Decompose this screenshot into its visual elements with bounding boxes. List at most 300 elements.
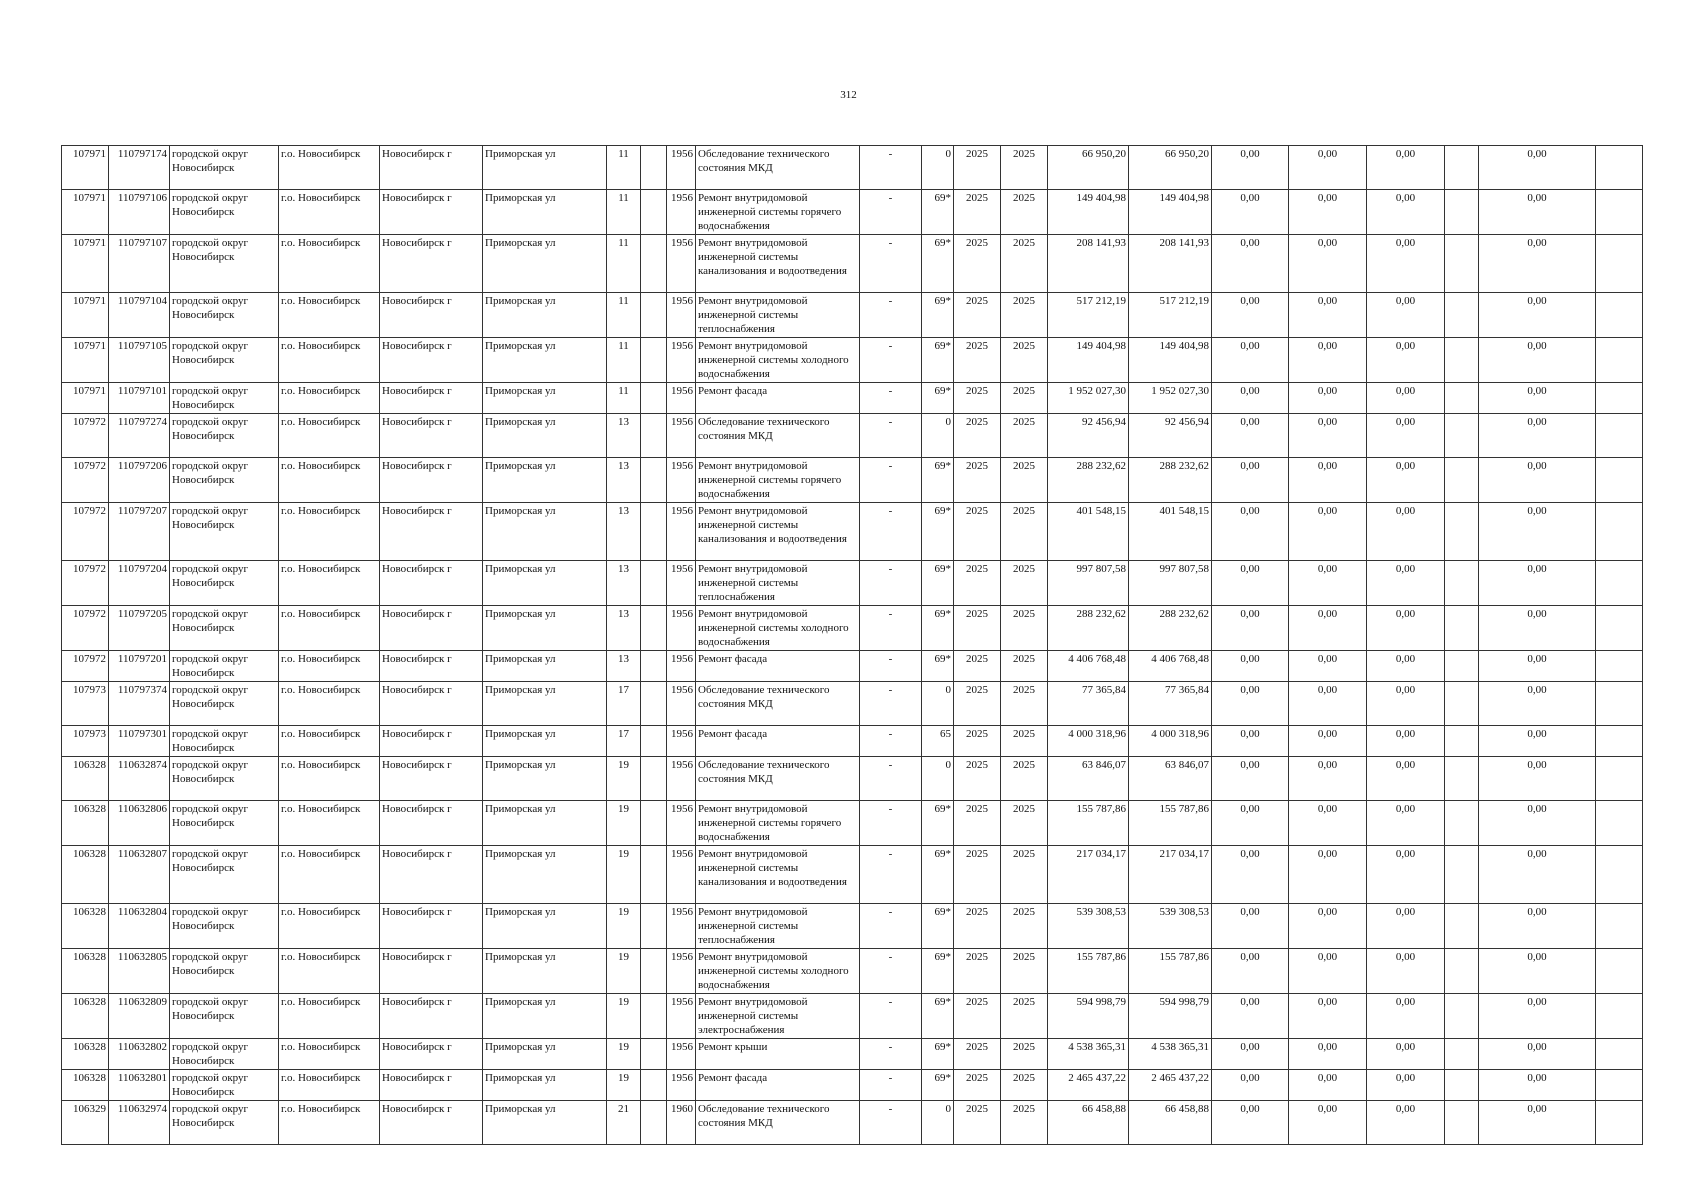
cell-work: Обследование технического состояния МКД (696, 682, 860, 726)
cell-v6 (1596, 682, 1643, 726)
cell-year: 1956 (667, 1039, 696, 1070)
cell-end: 2025 (1001, 293, 1048, 338)
cell-fund: 517 212,19 (1129, 293, 1212, 338)
cell-fund: 288 232,62 (1129, 606, 1212, 651)
cell-v3: 0,00 (1367, 994, 1445, 1039)
cell-id: 107971 (62, 383, 109, 414)
table-row (62, 235, 1643, 293)
cell-dash: - (860, 146, 922, 190)
cell-v1: 0,00 (1212, 994, 1289, 1039)
cell-street: Приморская ул (483, 458, 607, 503)
cell-start: 2025 (954, 994, 1001, 1039)
cell-start: 2025 (954, 190, 1001, 235)
cell-work: Ремонт внутридомовой инженерной системы горячего водоснабжения (696, 801, 860, 846)
cell-wear: 0 (922, 146, 954, 190)
cell-house: 13 (607, 651, 641, 682)
cell-id: 107972 (62, 503, 109, 561)
cell-code: 110632974 (109, 1101, 170, 1145)
cell-house: 17 (607, 726, 641, 757)
cell-v5: 0,00 (1479, 190, 1596, 235)
cell-municipality: городской округ Новосибирск (170, 904, 279, 949)
cell-v5: 0,00 (1479, 651, 1596, 682)
cell-v2: 0,00 (1289, 458, 1367, 503)
cell-extra (641, 338, 667, 383)
cell-v6 (1596, 846, 1643, 904)
cell-code: 110797301 (109, 726, 170, 757)
cell-v2: 0,00 (1289, 757, 1367, 801)
cell-start: 2025 (954, 503, 1001, 561)
cell-extra (641, 846, 667, 904)
cell-v1: 0,00 (1212, 561, 1289, 606)
cell-id: 106328 (62, 757, 109, 801)
cell-work: Ремонт внутридомовой инженерной системы холодного водоснабжения (696, 338, 860, 383)
cell-v5: 0,00 (1479, 414, 1596, 458)
cell-end: 2025 (1001, 235, 1048, 293)
cell-end: 2025 (1001, 146, 1048, 190)
cell-v2: 0,00 (1289, 606, 1367, 651)
cell-v1: 0,00 (1212, 801, 1289, 846)
cell-end: 2025 (1001, 561, 1048, 606)
cell-settlement: г.о. Новосибирск (279, 651, 380, 682)
cell-street: Приморская ул (483, 190, 607, 235)
table-row (62, 949, 1643, 994)
cell-total: 92 456,94 (1048, 414, 1129, 458)
cell-settlement: г.о. Новосибирск (279, 338, 380, 383)
cell-id: 106328 (62, 904, 109, 949)
cell-v1: 0,00 (1212, 293, 1289, 338)
cell-settlement: г.о. Новосибирск (279, 235, 380, 293)
cell-end: 2025 (1001, 682, 1048, 726)
cell-start: 2025 (954, 651, 1001, 682)
cell-v5: 0,00 (1479, 682, 1596, 726)
cell-code: 110797105 (109, 338, 170, 383)
cell-start: 2025 (954, 801, 1001, 846)
cell-street: Приморская ул (483, 994, 607, 1039)
cell-v4 (1445, 949, 1479, 994)
cell-end: 2025 (1001, 338, 1048, 383)
cell-extra (641, 146, 667, 190)
cell-total: 288 232,62 (1048, 606, 1129, 651)
cell-city: Новосибирск г (380, 846, 483, 904)
cell-municipality: городской округ Новосибирск (170, 682, 279, 726)
cell-municipality: городской округ Новосибирск (170, 606, 279, 651)
cell-v6 (1596, 383, 1643, 414)
cell-v6 (1596, 338, 1643, 383)
cell-v1: 0,00 (1212, 235, 1289, 293)
cell-house: 19 (607, 1070, 641, 1101)
cell-dash: - (860, 726, 922, 757)
cell-extra (641, 190, 667, 235)
cell-settlement: г.о. Новосибирск (279, 1039, 380, 1070)
cell-end: 2025 (1001, 904, 1048, 949)
cell-v1: 0,00 (1212, 383, 1289, 414)
cell-work: Обследование технического состояния МКД (696, 1101, 860, 1145)
cell-settlement: г.о. Новосибирск (279, 458, 380, 503)
cell-wear: 69* (922, 651, 954, 682)
cell-year: 1956 (667, 561, 696, 606)
cell-municipality: городской округ Новосибирск (170, 757, 279, 801)
cell-dash: - (860, 1101, 922, 1145)
cell-wear: 0 (922, 1101, 954, 1145)
cell-municipality: городской округ Новосибирск (170, 949, 279, 994)
cell-settlement: г.о. Новосибирск (279, 801, 380, 846)
cell-extra (641, 503, 667, 561)
cell-v3: 0,00 (1367, 1101, 1445, 1145)
cell-municipality: городской округ Новосибирск (170, 235, 279, 293)
cell-id: 107972 (62, 414, 109, 458)
cell-municipality: городской округ Новосибирск (170, 561, 279, 606)
cell-street: Приморская ул (483, 338, 607, 383)
cell-code: 110797374 (109, 682, 170, 726)
cell-fund: 149 404,98 (1129, 338, 1212, 383)
cell-dash: - (860, 561, 922, 606)
cell-wear: 69* (922, 846, 954, 904)
cell-extra (641, 458, 667, 503)
cell-v1: 0,00 (1212, 1101, 1289, 1145)
cell-dash: - (860, 606, 922, 651)
cell-dash: - (860, 904, 922, 949)
cell-v6 (1596, 458, 1643, 503)
cell-v2: 0,00 (1289, 846, 1367, 904)
cell-street: Приморская ул (483, 1070, 607, 1101)
cell-year: 1956 (667, 994, 696, 1039)
table-row (62, 994, 1643, 1039)
cell-city: Новосибирск г (380, 682, 483, 726)
cell-city: Новосибирск г (380, 414, 483, 458)
cell-v2: 0,00 (1289, 235, 1367, 293)
cell-house: 19 (607, 1039, 641, 1070)
cell-house: 11 (607, 293, 641, 338)
cell-house: 11 (607, 338, 641, 383)
cell-end: 2025 (1001, 1070, 1048, 1101)
cell-wear: 69* (922, 458, 954, 503)
cell-code: 110797174 (109, 146, 170, 190)
cell-city: Новосибирск г (380, 458, 483, 503)
cell-city: Новосибирск г (380, 726, 483, 757)
cell-work: Обследование технического состояния МКД (696, 757, 860, 801)
cell-extra (641, 682, 667, 726)
cell-municipality: городской округ Новосибирск (170, 383, 279, 414)
table-row (62, 682, 1643, 726)
cell-wear: 69* (922, 994, 954, 1039)
cell-city: Новосибирск г (380, 1039, 483, 1070)
cell-id: 106328 (62, 801, 109, 846)
cell-id: 107973 (62, 682, 109, 726)
cell-total: 288 232,62 (1048, 458, 1129, 503)
cell-wear: 65 (922, 726, 954, 757)
cell-v5: 0,00 (1479, 606, 1596, 651)
table-row (62, 338, 1643, 383)
cell-start: 2025 (954, 1070, 1001, 1101)
cell-v3: 0,00 (1367, 503, 1445, 561)
cell-v2: 0,00 (1289, 146, 1367, 190)
cell-v4 (1445, 904, 1479, 949)
cell-v4 (1445, 458, 1479, 503)
cell-end: 2025 (1001, 949, 1048, 994)
cell-house: 11 (607, 383, 641, 414)
cell-city: Новосибирск г (380, 561, 483, 606)
cell-settlement: г.о. Новосибирск (279, 190, 380, 235)
cell-code: 110797205 (109, 606, 170, 651)
cell-year: 1956 (667, 235, 696, 293)
cell-dash: - (860, 801, 922, 846)
cell-total: 149 404,98 (1048, 338, 1129, 383)
cell-end: 2025 (1001, 994, 1048, 1039)
cell-city: Новосибирск г (380, 503, 483, 561)
cell-house: 17 (607, 682, 641, 726)
cell-city: Новосибирск г (380, 1070, 483, 1101)
cell-v6 (1596, 293, 1643, 338)
cell-city: Новосибирск г (380, 801, 483, 846)
cell-v4 (1445, 757, 1479, 801)
cell-dash: - (860, 994, 922, 1039)
cell-municipality: городской округ Новосибирск (170, 146, 279, 190)
cell-v2: 0,00 (1289, 561, 1367, 606)
cell-v1: 0,00 (1212, 503, 1289, 561)
cell-v4 (1445, 846, 1479, 904)
cell-dash: - (860, 1039, 922, 1070)
cell-fund: 155 787,86 (1129, 801, 1212, 846)
cell-v4 (1445, 190, 1479, 235)
cell-total: 217 034,17 (1048, 846, 1129, 904)
cell-wear: 69* (922, 949, 954, 994)
cell-fund: 217 034,17 (1129, 846, 1212, 904)
cell-city: Новосибирск г (380, 235, 483, 293)
cell-code: 110797207 (109, 503, 170, 561)
cell-total: 77 365,84 (1048, 682, 1129, 726)
cell-code: 110632804 (109, 904, 170, 949)
cell-street: Приморская ул (483, 651, 607, 682)
cell-total: 401 548,15 (1048, 503, 1129, 561)
cell-city: Новосибирск г (380, 383, 483, 414)
cell-v4 (1445, 338, 1479, 383)
cell-v5: 0,00 (1479, 904, 1596, 949)
cell-settlement: г.о. Новосибирск (279, 503, 380, 561)
cell-municipality: городской округ Новосибирск (170, 1070, 279, 1101)
cell-start: 2025 (954, 458, 1001, 503)
cell-settlement: г.о. Новосибирск (279, 383, 380, 414)
cell-work: Ремонт фасада (696, 726, 860, 757)
table-row (62, 651, 1643, 682)
cell-work: Ремонт фасада (696, 383, 860, 414)
cell-work: Обследование технического состояния МКД (696, 414, 860, 458)
cell-year: 1956 (667, 338, 696, 383)
cell-street: Приморская ул (483, 293, 607, 338)
cell-v6 (1596, 1070, 1643, 1101)
cell-total: 4 538 365,31 (1048, 1039, 1129, 1070)
cell-total: 63 846,07 (1048, 757, 1129, 801)
cell-fund: 66 950,20 (1129, 146, 1212, 190)
cell-settlement: г.о. Новосибирск (279, 561, 380, 606)
cell-total: 517 212,19 (1048, 293, 1129, 338)
cell-v1: 0,00 (1212, 651, 1289, 682)
cell-v4 (1445, 801, 1479, 846)
cell-end: 2025 (1001, 503, 1048, 561)
cell-year: 1956 (667, 146, 696, 190)
cell-dash: - (860, 414, 922, 458)
cell-id: 107972 (62, 606, 109, 651)
cell-v2: 0,00 (1289, 1039, 1367, 1070)
cell-code: 110632809 (109, 994, 170, 1039)
cell-total: 1 952 027,30 (1048, 383, 1129, 414)
cell-street: Приморская ул (483, 726, 607, 757)
table-row (62, 146, 1643, 190)
cell-municipality: городской округ Новосибирск (170, 801, 279, 846)
cell-extra (641, 904, 667, 949)
cell-v6 (1596, 414, 1643, 458)
cell-start: 2025 (954, 146, 1001, 190)
cell-fund: 4 000 318,96 (1129, 726, 1212, 757)
cell-settlement: г.о. Новосибирск (279, 414, 380, 458)
cell-code: 110797101 (109, 383, 170, 414)
cell-fund: 208 141,93 (1129, 235, 1212, 293)
cell-code: 110797206 (109, 458, 170, 503)
cell-house: 13 (607, 606, 641, 651)
cell-v3: 0,00 (1367, 651, 1445, 682)
cell-dash: - (860, 383, 922, 414)
cell-v2: 0,00 (1289, 1070, 1367, 1101)
cell-extra (641, 293, 667, 338)
cell-v2: 0,00 (1289, 726, 1367, 757)
table-row (62, 726, 1643, 757)
cell-v6 (1596, 1101, 1643, 1145)
cell-street: Приморская ул (483, 757, 607, 801)
cell-v2: 0,00 (1289, 904, 1367, 949)
cell-work: Ремонт внутридомовой инженерной системы теплоснабжения (696, 561, 860, 606)
cell-total: 155 787,86 (1048, 949, 1129, 994)
cell-settlement: г.о. Новосибирск (279, 293, 380, 338)
cell-v5: 0,00 (1479, 1070, 1596, 1101)
table-row (62, 1101, 1643, 1145)
cell-total: 4 406 768,48 (1048, 651, 1129, 682)
cell-street: Приморская ул (483, 561, 607, 606)
cell-year: 1956 (667, 503, 696, 561)
cell-municipality: городской округ Новосибирск (170, 190, 279, 235)
cell-v2: 0,00 (1289, 651, 1367, 682)
cell-fund: 92 456,94 (1129, 414, 1212, 458)
cell-code: 110632805 (109, 949, 170, 994)
page-number: 312 (840, 89, 857, 101)
cell-v1: 0,00 (1212, 414, 1289, 458)
cell-dash: - (860, 293, 922, 338)
cell-v1: 0,00 (1212, 949, 1289, 994)
table-row (62, 1039, 1643, 1070)
cell-street: Приморская ул (483, 949, 607, 994)
cell-work: Ремонт крыши (696, 1039, 860, 1070)
cell-house: 13 (607, 561, 641, 606)
cell-start: 2025 (954, 682, 1001, 726)
cell-wear: 69* (922, 383, 954, 414)
cell-start: 2025 (954, 338, 1001, 383)
cell-v5: 0,00 (1479, 561, 1596, 606)
cell-v3: 0,00 (1367, 146, 1445, 190)
cell-end: 2025 (1001, 1039, 1048, 1070)
cell-v5: 0,00 (1479, 994, 1596, 1039)
cell-start: 2025 (954, 561, 1001, 606)
cell-year: 1956 (667, 458, 696, 503)
cell-v5: 0,00 (1479, 1039, 1596, 1070)
cell-v3: 0,00 (1367, 846, 1445, 904)
cell-v3: 0,00 (1367, 458, 1445, 503)
cell-city: Новосибирск г (380, 994, 483, 1039)
cell-street: Приморская ул (483, 235, 607, 293)
cell-city: Новосибирск г (380, 606, 483, 651)
cell-year: 1956 (667, 757, 696, 801)
cell-v5: 0,00 (1479, 338, 1596, 383)
cell-street: Приморская ул (483, 904, 607, 949)
cell-fund: 4 538 365,31 (1129, 1039, 1212, 1070)
cell-work: Ремонт внутридомовой инженерной системы горячего водоснабжения (696, 458, 860, 503)
cell-v3: 0,00 (1367, 1039, 1445, 1070)
cell-dash: - (860, 190, 922, 235)
cell-id: 107971 (62, 293, 109, 338)
cell-v6 (1596, 801, 1643, 846)
cell-street: Приморская ул (483, 846, 607, 904)
cell-v4 (1445, 414, 1479, 458)
cell-v4 (1445, 1101, 1479, 1145)
cell-end: 2025 (1001, 726, 1048, 757)
cell-v1: 0,00 (1212, 1039, 1289, 1070)
cell-settlement: г.о. Новосибирск (279, 1101, 380, 1145)
cell-municipality: городской округ Новосибирск (170, 846, 279, 904)
cell-v2: 0,00 (1289, 682, 1367, 726)
cell-end: 2025 (1001, 651, 1048, 682)
cell-wear: 69* (922, 606, 954, 651)
cell-extra (641, 383, 667, 414)
cell-fund: 63 846,07 (1129, 757, 1212, 801)
cell-year: 1956 (667, 801, 696, 846)
cell-v1: 0,00 (1212, 190, 1289, 235)
cell-v5: 0,00 (1479, 801, 1596, 846)
table-row (62, 757, 1643, 801)
cell-end: 2025 (1001, 458, 1048, 503)
cell-v5: 0,00 (1479, 846, 1596, 904)
cell-settlement: г.о. Новосибирск (279, 146, 380, 190)
cell-dash: - (860, 1070, 922, 1101)
cell-extra (641, 651, 667, 682)
table-row (62, 606, 1643, 651)
cell-v1: 0,00 (1212, 458, 1289, 503)
cell-v2: 0,00 (1289, 503, 1367, 561)
cell-code: 110632874 (109, 757, 170, 801)
cell-house: 19 (607, 904, 641, 949)
cell-fund: 77 365,84 (1129, 682, 1212, 726)
cell-extra (641, 1070, 667, 1101)
cell-house: 13 (607, 458, 641, 503)
cell-municipality: городской округ Новосибирск (170, 726, 279, 757)
cell-v4 (1445, 1070, 1479, 1101)
cell-v3: 0,00 (1367, 801, 1445, 846)
table-row (62, 1070, 1643, 1101)
cell-total: 155 787,86 (1048, 801, 1129, 846)
cell-v6 (1596, 503, 1643, 561)
table-row (62, 458, 1643, 503)
cell-city: Новосибирск г (380, 338, 483, 383)
cell-dash: - (860, 458, 922, 503)
cell-v3: 0,00 (1367, 561, 1445, 606)
table-row (62, 503, 1643, 561)
cell-work: Обследование технического состояния МКД (696, 146, 860, 190)
cell-house: 19 (607, 846, 641, 904)
cell-v3: 0,00 (1367, 383, 1445, 414)
cell-extra (641, 561, 667, 606)
cell-end: 2025 (1001, 414, 1048, 458)
cell-total: 66 950,20 (1048, 146, 1129, 190)
table-row (62, 801, 1643, 846)
cell-v4 (1445, 383, 1479, 414)
cell-work: Ремонт внутридомовой инженерной системы канализования и водоотведения (696, 235, 860, 293)
cell-year: 1956 (667, 949, 696, 994)
